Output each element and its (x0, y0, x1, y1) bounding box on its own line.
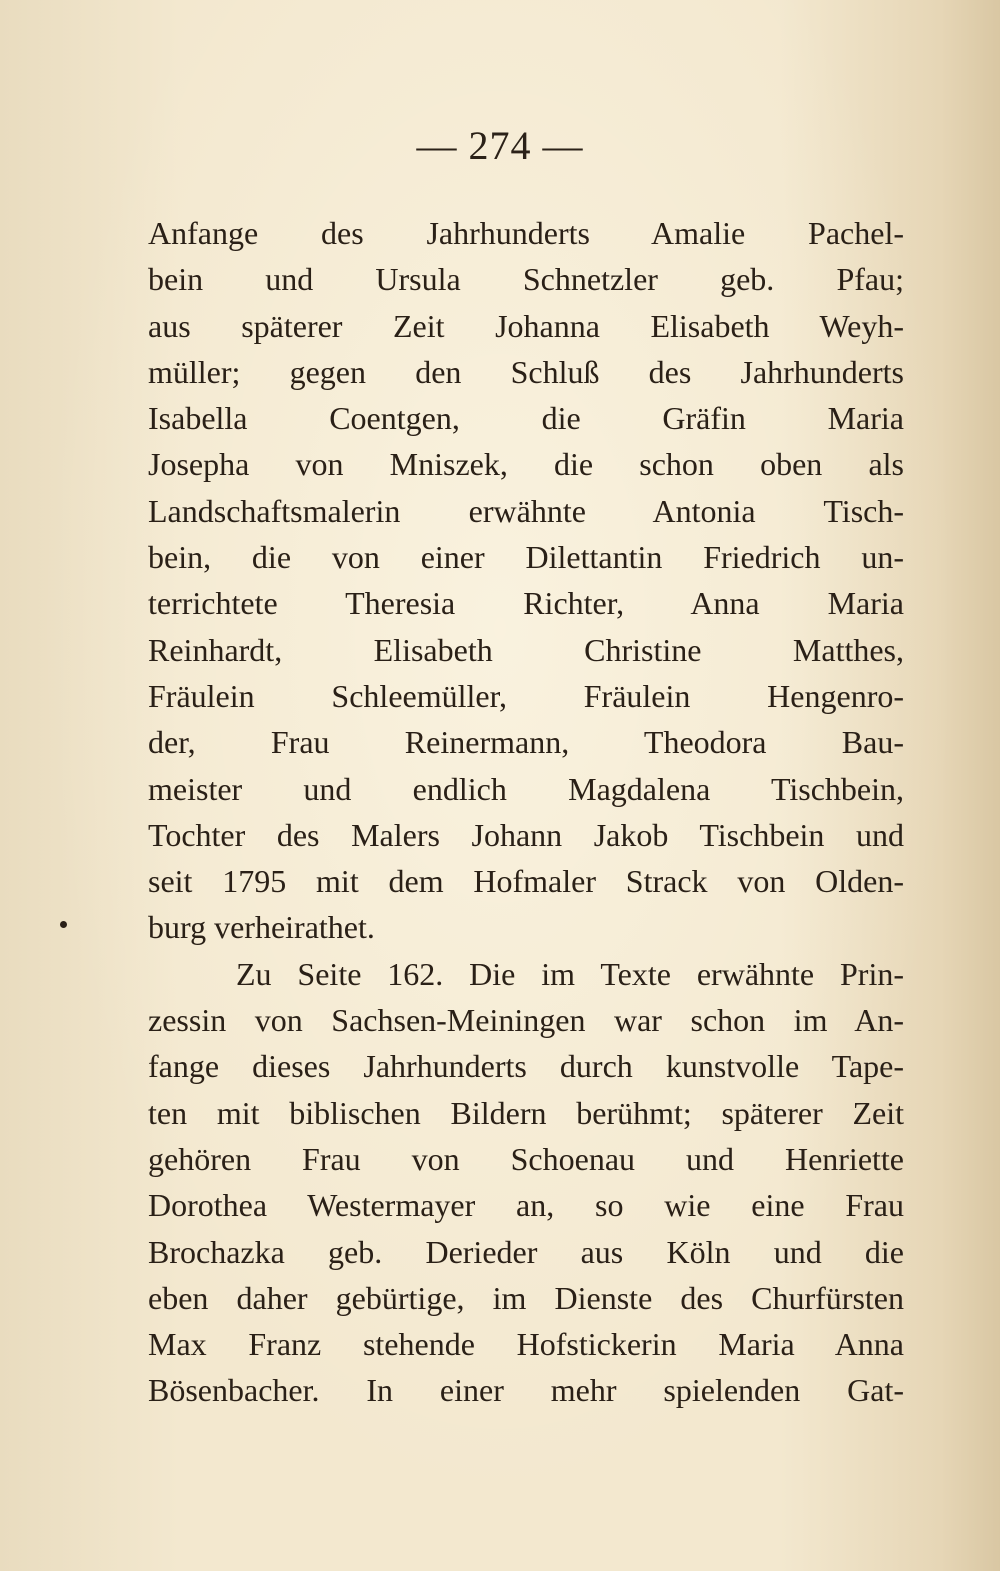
text-line: der, Frau Reinermann, Theodora Bau- (148, 724, 904, 761)
text-line: Josepha von Mniszek, die schon oben als (148, 446, 904, 483)
text-line: Fräulein Schleemüller, Fräulein Hengenro- (148, 677, 904, 714)
text-line: ten mit biblischen Bildern berühmt; späterer Zeit (148, 1094, 904, 1131)
body-text (148, 210, 904, 1414)
text-line: gehören Frau von Schoenau und Henriette (148, 1140, 904, 1177)
text-line: Anfange des Jahrhunderts Amalie Pachel- (148, 215, 904, 251)
text-line: meister und endlich Magdalena Tischbein, (148, 770, 904, 807)
text-line: Max Franz stehende Hofstickerin Maria Anna (148, 1326, 904, 1363)
text-line: Dorothea Westermayer an, so wie eine Frau (148, 1187, 904, 1224)
text-line: zessin von Sachsen-Meiningen war schon im An- (148, 1002, 904, 1039)
text-line: Zu Seite 162. Die im Texte erwähnte Prin- (236, 955, 904, 992)
text-line: Brochazka geb. Derieder aus Köln und die (148, 1233, 904, 1270)
text-line: fange dieses Jahrhunderts durch kunstvolle Tape- (148, 1048, 904, 1085)
margin-mark (60, 921, 67, 928)
text-line: müller; gegen den Schluß des Jahrhunderts (148, 353, 904, 390)
page-number: — 274 — (416, 123, 584, 168)
text-line: Isabella Coentgen, die Gräfin Maria (148, 400, 904, 437)
text-line: terrichtete Theresia Richter, Anna Maria (148, 585, 904, 622)
text-line: Reinhardt, Elisabeth Christine Matthes, (148, 631, 904, 668)
text-line: Landschaftsmalerin erwähnte Antonia Tisch- (148, 492, 904, 529)
text-line: bein, die von einer Dilettantin Friedrich un- (148, 539, 904, 576)
text-line: Tochter des Malers Johann Jakob Tischbein und (148, 816, 904, 853)
text-line: bein und Ursula Schnetzler geb. Pfau; (148, 261, 904, 298)
text-line: aus späterer Zeit Johanna Elisabeth Weyh- (148, 307, 904, 344)
text-line: burg verheirathet. (148, 909, 375, 946)
text-line: seit 1795 mit dem Hofmaler Strack von Olden- (148, 863, 904, 900)
text-line: eben daher gebürtige, im Dienste des Churfürsten (148, 1279, 904, 1316)
text-line: Bösenbacher. In einer mehr spielenden Gat- (148, 1372, 904, 1409)
